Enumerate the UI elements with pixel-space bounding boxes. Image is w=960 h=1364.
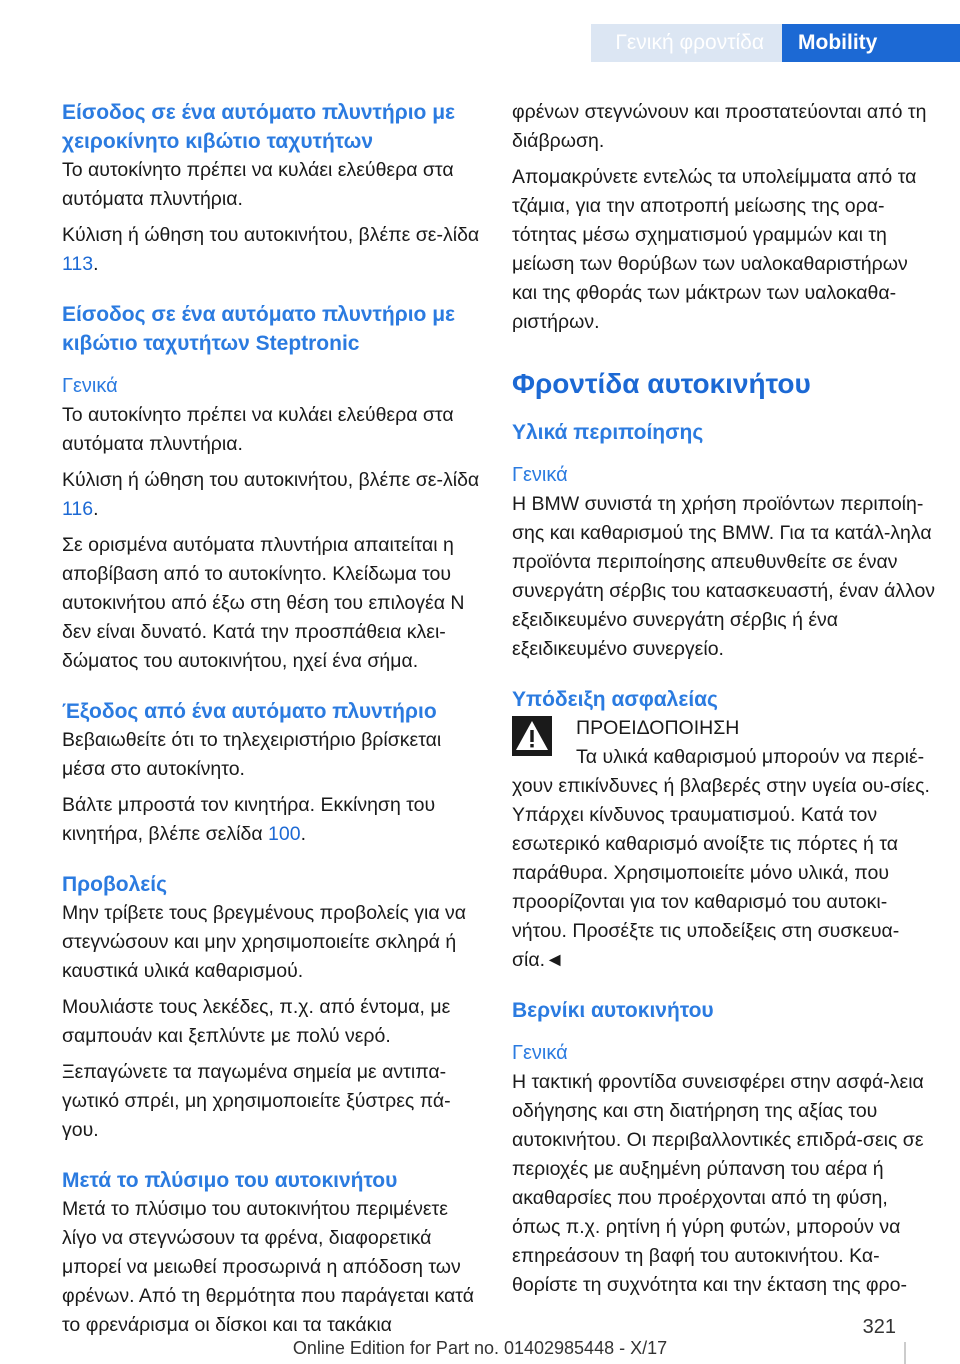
heading-manual-carwash: Είσοδος σε ένα αυτόματο πλυντήριο με χειροκίνητο κιβώτιο ταχυτήτων <box>62 101 456 153</box>
right-column <box>512 98 937 1307</box>
paragraph: Ξεπαγώνετε τα παγωμένα σημεία με αντιπα-γωτικό σπρέι, μη χρησιμοποιείτε ξύστρες πά-γου. <box>62 1061 451 1141</box>
page-link[interactable]: 100 <box>268 823 301 845</box>
paragraph: Η BMW συνιστά τη χρήση προϊόντων περιποίη-σης και καθαρισμού της BMW. Για τα κατάλ-ληλα προϊόντα περιποίησης απευθυνθείτε σε έναν συνεργάτη σέρβις του κατασκευαστή, έναν άλλον εξειδικευμένο συνεργάτη σέρβις ή ένα εξειδικευμένο συνεργείο. <box>512 493 936 660</box>
subheading-general: Γενικά <box>512 464 568 486</box>
heading-safety-note: Υπόδειξη ασφαλείας <box>512 688 718 711</box>
paragraph: Βεβαιωθείτε ότι το τηλεχειριστήριο βρίσκεται μέσα στο αυτοκίνητο. <box>62 729 442 780</box>
heading-vehicle-care: Φροντίδα αυτοκινήτου <box>512 368 811 399</box>
warning-triangle-icon <box>512 716 552 756</box>
paragraph: Βάλτε μπροστά τον κινητήρα. Εκκίνηση του κινητήρα, βλέπε σελίδα 100. <box>62 794 436 845</box>
warning-text: χουν επικίνδυνες ή βλαβερές στην υγεία ου-σίες. Υπάρχει κίνδυνος τραυματισμού. Κατά τον εσωτερικό καθαρισμό ανοίξτε τις πόρτες ή τα παράθυρα. Χρησιμοποιείτε μόνο υλικά, που προορίζονται για τον καθαρισμό του αυτοκι-νήτου. Προσέξτε τις υποδείξεις στη συσκευα-σία.◄ <box>512 775 930 971</box>
heading-paint: Βερνίκι αυτοκινήτου <box>512 999 714 1022</box>
heading-care-products: Υλικά περιποίησης <box>512 421 704 444</box>
heading-exit-carwash: Έξοδος από ένα αυτόματο πλυντήριο <box>62 700 437 723</box>
warning-block <box>512 714 937 772</box>
paragraph: Το αυτοκίνητο πρέπει να κυλάει ελεύθερα στα αυτόματα πλυντήρια. <box>62 159 454 210</box>
paragraph: Μουλιάστε τους λεκέδες, π.χ. από έντομα, με σαμπουάν και ξεπλύντε με πολύ νερό. <box>62 996 451 1047</box>
paragraph: Κύλιση ή ώθηση του αυτοκινήτου, βλέπε σε-λίδα 113. <box>62 224 480 275</box>
tab-mobility[interactable]: Mobility <box>782 24 960 62</box>
paragraph: Κύλιση ή ώθηση του αυτοκινήτου, βλέπε σε-λίδα 116. <box>62 469 480 520</box>
paragraph: Η τακτική φροντίδα συνεισφέρει στην ασφά-λεια οδήγησης και στη διατήρηση της αξίας του αυτοκινήτου. Οι περιβαλλοντικές επιδρά-σεις σε περιοχές με αυξημένη ρύπανση του αέρα ή ακαθαρσίες που προέρχονται από τη φύση, όπως π.χ. ρητίνη ή γύρη φυτών, μπορούν να επηρεάσουν τη βαφή του αυτοκινήτου. Κα-θορίστε τη συχνότητα και την έκταση της φρο- <box>512 1071 924 1296</box>
footer-edition: Online Edition for Part no. 01402985448 - X/17 <box>292 1338 668 1358</box>
tab-general-care[interactable]: Γενική φροντίδα <box>591 24 782 62</box>
left-column <box>62 98 487 1347</box>
warning-text-first: Τα υλικά καθαρισμού μπορούν να περιέ- <box>576 746 925 768</box>
subheading-general: Γενικά <box>62 375 118 397</box>
paragraph: Μην τρίβετε τους βρεγμένους προβολείς για να στεγνώσουν και μην χρησιμοποιείτε σκληρά ή καυστικά υλικά καθαρισμού. <box>62 902 467 982</box>
page-link[interactable]: 113 <box>62 253 94 275</box>
header-tabs <box>591 24 960 62</box>
page-number: 321 <box>862 1316 896 1338</box>
paragraph: φρένων στεγνώνουν και προστατεύονται από τη διάβρωση. <box>512 101 927 152</box>
subheading-general: Γενικά <box>512 1042 568 1064</box>
heading-headlights: Προβολείς <box>62 873 168 896</box>
heading-steptronic-carwash: Είσοδος σε ένα αυτόματο πλυντήριο με κιβώτιο ταχυτήτων Steptronic <box>62 303 456 355</box>
paragraph: Μετά το πλύσιμο του αυτοκινήτου περιμένετε λίγο να στεγνώσουν τα φρένα, διαφορετικά μπορεί να μειωθεί προσωρινά η απόδοση των φρένων. Από τη θερμότητα που παράγεται κατά το φρενάρισμα οι δίσκοι και τα τακάκια <box>62 1198 475 1336</box>
paragraph: Απομακρύνετε εντελώς τα υπολείμματα από τα τζάμια, για την αποτροπή μείωσης της ορα-τότητας μέσω σχηματισμού γραμμών και τη μείωση των θορύβων των υαλοκαθαριστήρων και της φθοράς των μάκτρων των υαλοκαθα-ριστήρων. <box>512 166 917 333</box>
paragraph: Σε ορισμένα αυτόματα πλυντήρια απαιτείται η αποβίβαση από το αυτοκίνητο. Κλείδωμα του αυτοκινήτου από έξω στη θέση του επιλογέα N δεν είναι δυνατό. Κατά την προσπάθεια κλει-δώματος του αυτοκινήτου, ηχεί ένα σήμα. <box>62 534 465 672</box>
paragraph: Το αυτοκίνητο πρέπει να κυλάει ελεύθερα στα αυτόματα πλυντήρια. <box>62 404 454 455</box>
warning-title: ΠΡΟΕΙΔΟΠΟΙΗΣΗ <box>576 717 740 739</box>
heading-after-wash: Μετά το πλύσιμο του αυτοκινήτου <box>62 1169 398 1192</box>
page-link[interactable]: 116 <box>62 498 94 520</box>
